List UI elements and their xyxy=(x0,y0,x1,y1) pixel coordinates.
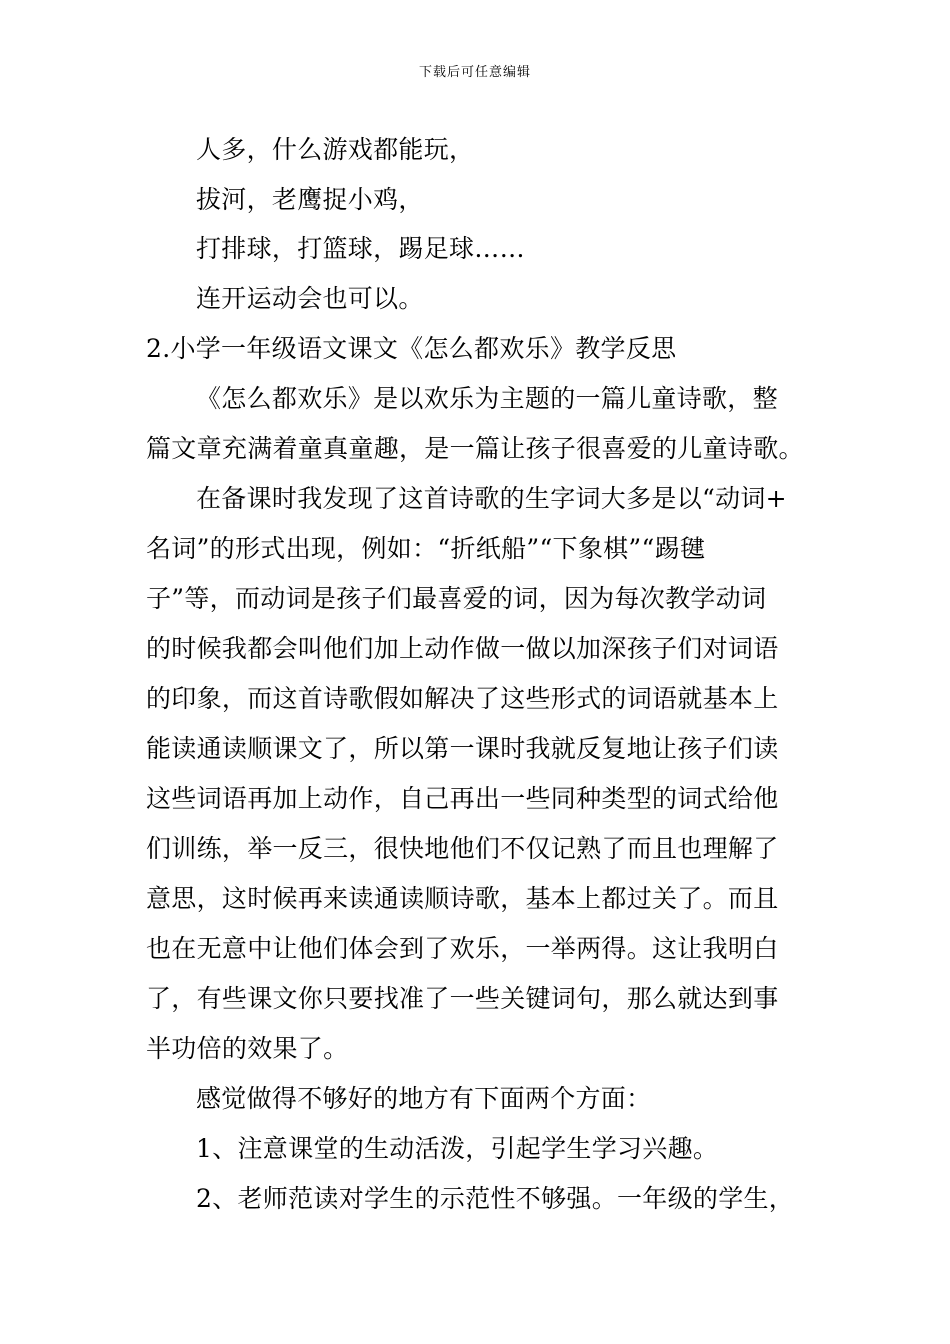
paragraph-line: 也在无意中让他们体会到了欢乐，一举两得。这让我明白 xyxy=(146,934,779,963)
paragraph-line: 了，有些课文你只要找准了一些关键词句，那么就达到事 xyxy=(146,984,779,1013)
poem-line-3: 打排球，打篮球，踢足球…… xyxy=(196,234,525,263)
paragraph-line: 的时候我都会叫他们加上动作做一做以加深孩子们对词语 xyxy=(146,634,779,663)
list-item-1: 1、注意课堂的生动活泼，引起学生学习兴趣。 xyxy=(196,1134,719,1163)
paragraph-line: 篇文章充满着童真童趣，是一篇让孩子很喜爱的儿童诗歌。 xyxy=(146,434,804,463)
section-heading: 2.小学一年级语文课文《怎么都欢乐》教学反思 xyxy=(146,334,677,363)
paragraph-line: 在备课时我发现了这首诗歌的生字词大多是以“动词+ xyxy=(196,484,787,513)
page-header: 下载后可任意编辑 xyxy=(418,65,531,80)
paragraph-line: 们训练，举一反三，很快地他们不仅记熟了而且也理解了 xyxy=(146,834,779,863)
poem-line-1: 人多，什么游戏都能玩， xyxy=(196,135,475,164)
paragraph-line: 意思，这时候再来读通读顺诗歌，基本上都过关了。而且 xyxy=(146,884,779,913)
paragraph-line: 这些词语再加上动作，自己再出一些同种类型的词式给他 xyxy=(146,784,779,813)
paragraph-line: 的印象，而这首诗歌假如解决了这些形式的词语就基本上 xyxy=(146,684,779,713)
paragraph-line: 子”等，而动词是孩子们最喜爱的词，因为每次教学动词 xyxy=(146,584,767,613)
poem-line-4: 连开运动会也可以。 xyxy=(196,284,424,313)
poem-line-2: 拔河，老鹰捉小鸡， xyxy=(196,185,424,214)
paragraph-line: 感觉做得不够好的地方有下面两个方面： xyxy=(196,1084,652,1113)
paragraph-line: 半功倍的效果了。 xyxy=(146,1034,349,1063)
list-item-2: 2、老师范读对学生的示范性不够强。一年级的学生， xyxy=(196,1184,795,1213)
paragraph-line: 名词”的形式出现，例如：“折纸船”“下象棋”“踢毽 xyxy=(146,534,706,563)
paragraph-line: 能读通读顺课文了，所以第一课时我就反复地让孩子们读 xyxy=(146,734,779,763)
paragraph-line: 《怎么都欢乐》是以欢乐为主题的一篇儿童诗歌，整 xyxy=(196,384,778,413)
